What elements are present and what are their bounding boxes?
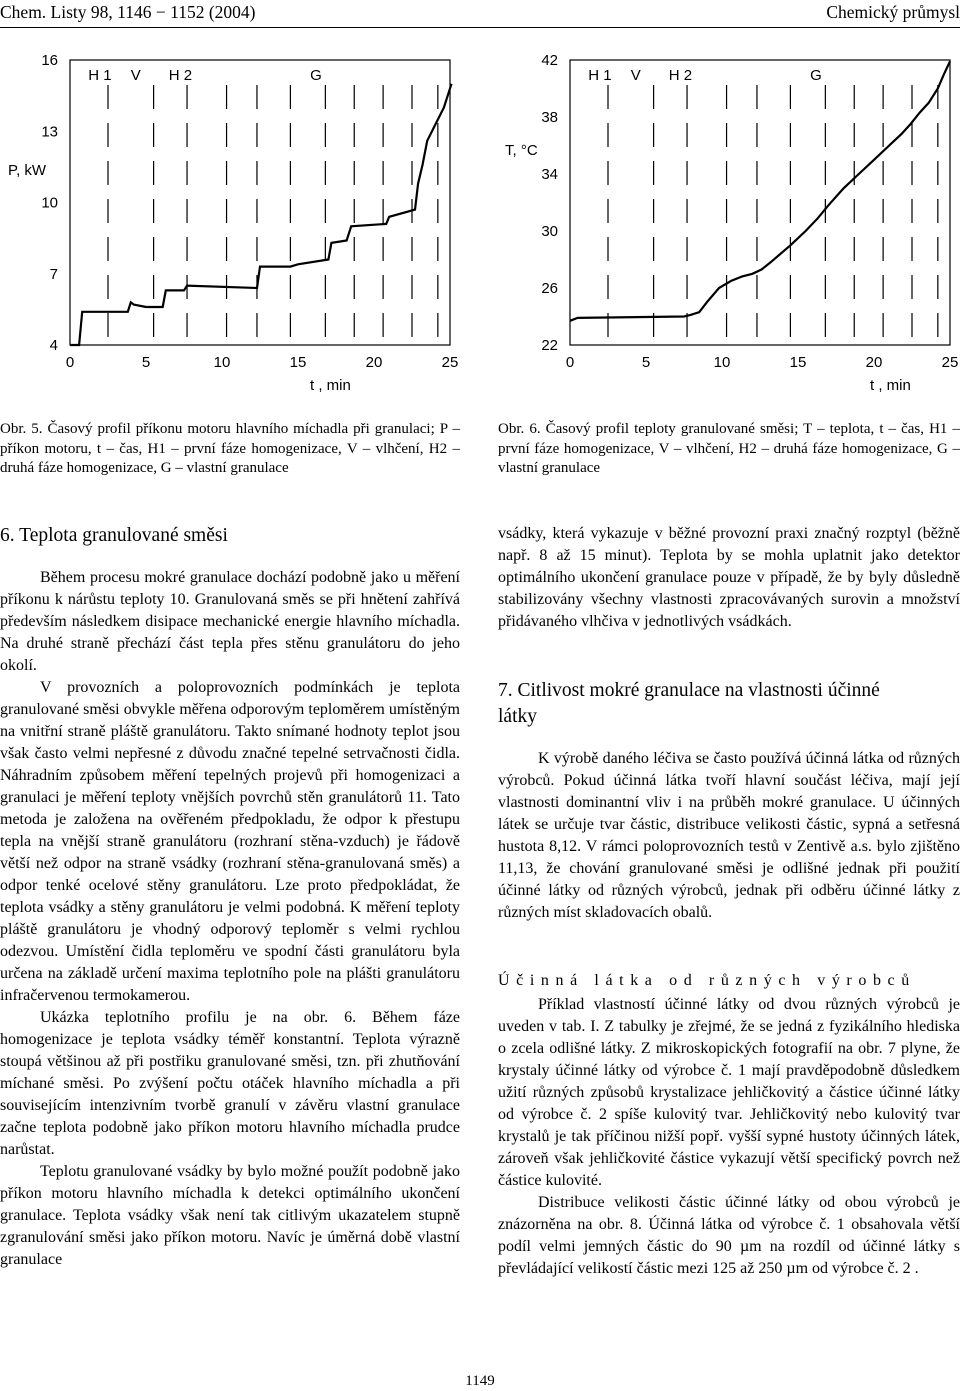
subheading: Účinná látka od různých výrobců (498, 972, 916, 989)
y-tick-label: 16 (41, 52, 58, 69)
series-line (570, 61, 950, 320)
phase-label: V (630, 67, 641, 84)
y-tick-label: 30 (541, 223, 558, 240)
y-tick-label: 42 (541, 52, 558, 69)
section-header: Chemický průmysl (826, 2, 960, 22)
x-tick-label: 0 (65, 354, 75, 371)
x-tick-label: 5 (641, 354, 651, 371)
paragraph: V provozních a poloprovozních podmínkách je teplota granulované směsi obvykle měřena odporovým teploměrem umístěným na vnitřní straně pláště granulátoru. Takto snímané hodnoty teplot jsou však často velmi nepřesné z důvodu značné tepelné setrvačnosti čidla. Náhradním způsobem měření tepelných projevů při homogenizaci a granulaci je měření teploty vnějších povrchů stěn granulátorů 11. Tato metoda je založena na ověřeném předpokladu, že odpor k přestupu tepla na vnější straně granulátoru (rozhraní stěna-vzduch) je řádově větší než odpor na straně vsádky (rozhraní stěna-granulovaná směs) a odpor tenké ocelové stěny granulátoru. Lze proto předpokládat, že teplota vsádky a stěny granulátoru je velmi podobná. K měření teploty pláště granulátoru je vhodný odporový teploměr s velmi rychlou odezvou. Umístění čidla teploměru ve spodní části granulátoru byla určena na základě určení maxima teplotního pole na plášti granulátoru infračervenou termokamerou. (0, 679, 460, 1004)
figure-5-chart (0, 40, 470, 400)
y-axis-label: T, °C (505, 142, 538, 159)
paragraph: vsádky, která vykazuje v běžné provozní praxi značný rozptyl (běžně např. 8 až 15 minut). Teplota by se mohla uplatnit jako detektor optimálního ukončení granulace pouze v případě, že by byly důsledně stabilizovány všechny vlastnosti zpracovávaných surovin a množství přidávaného vlhčiva v jednotlivých vsádkách. (498, 525, 960, 630)
section-7-heading: 7. Citlivost mokré granulace na vlastnosti účinné látky (498, 680, 880, 727)
x-tick-label: 10 (213, 354, 231, 371)
phase-label: H 2 (168, 67, 193, 84)
phase-label: G (310, 67, 322, 84)
x-axis-label: t , min (310, 377, 351, 394)
paragraph: Ukázka teplotního profilu je na obr. 6. Během fáze homogenizace je teplota vsádky téměř konstantní. Teplota výrazně stoupá většinou až při postřiku granulované směsi, tzn. při zhutňování míchané směsi. Po zvýšení počtu otáček hlavního míchadla a při souvisejícím intenzivním tvorbě granulí v závěru vlastní granulace začne teplota podobně jako příkon motoru hlavního míchadla prudce narůstat. (0, 1009, 460, 1158)
header-rule (0, 27, 960, 28)
phase-label: H 2 (668, 67, 693, 84)
x-tick-label: 0 (565, 354, 575, 371)
phase-label: H 1 (88, 67, 112, 84)
x-tick-label: 25 (941, 354, 959, 371)
x-axis-label: t , min (870, 377, 911, 394)
figure-6-chart (500, 40, 960, 400)
y-tick-label: 34 (541, 166, 558, 183)
x-tick-label: 5 (141, 354, 151, 371)
phase-label: V (130, 67, 141, 84)
section-6-heading: 6. Teplota granulované směsi (0, 525, 228, 546)
y-tick-label: 22 (541, 337, 558, 354)
x-tick-label: 15 (789, 354, 807, 371)
y-tick-label: 7 (49, 265, 58, 283)
x-tick-label: 15 (289, 354, 307, 371)
paragraph: Distribuce velikosti částic účinné látky od obou výrobců je znázorněna na obr. 8. Účinná látka od výrobce č. 1 obsahovala větší podíl velmi jemných částic do 90 µm na rozdíl od účinné látky s převládající velikostí částic mezi 125 až 250 µm od výrobce č. 2 . (498, 1194, 960, 1277)
x-tick-label: 20 (865, 354, 883, 371)
journal-header: Chem. Listy 98, 1146 − 1152 (2004) (0, 2, 256, 22)
paragraph: K výrobě daného léčiva se často používá účinná látka od různých výrobců. Pokud účinná látka tvoří hlavní součást léčiva, mají její vlastnosti dominantní vliv i na průběh mokré granulace. U účinných látek se určuje tvar částic, distribuce velikosti částic, sypná a setřesná hustota 8,12. V rámci poloprovozních testů v Zentivě a.s. bylo zjištěno 11,13, že chování granulované směsi je odlišné jednak při použití účinné látky od různých výrobců, jednak při odběru účinné látky z různých míst skladovacích obalů. (498, 750, 960, 921)
x-tick-label: 25 (441, 354, 459, 371)
section-7-text-2 (498, 994, 960, 1280)
y-tick-label: 26 (541, 280, 558, 297)
y-tick-label: 10 (41, 194, 58, 212)
figure-5-caption: Obr. 5. Časový profil příkonu motoru hlavního míchadla při granulaci; P – příkon motoru, t – čas, H1 – první fáze homogenizace, V – vlhčení, H2 – druhá fáze homogenizace, G – vlastní granulace (0, 421, 460, 476)
y-tick-label: 4 (49, 337, 58, 354)
x-tick-label: 20 (365, 354, 383, 371)
figure-6-caption: Obr. 6. Časový profil teploty granulované směsi; T – teplota, t – čas, H1 – první fáze homogenizace, V – vlhčení, H2 – druhá fáze homogenizace, G – vlastní granulace (498, 421, 960, 476)
y-tick-label: 13 (41, 123, 58, 141)
section-7-text (498, 748, 960, 924)
right-column-top (498, 523, 960, 633)
y-tick-label: 38 (541, 109, 558, 126)
paragraph: Teplotu granulované vsádky by bylo možné použít podobně jako příkon motoru hlavního míchadla k detekci optimálního ukončení granulace. Teplota vsádky však není tak citlivým ukazatelem stupně zgranulování směsi jako příkon motoru. Navíc je úměrná době vlastní granulace (0, 1163, 460, 1268)
left-column (0, 567, 460, 1271)
page-number: 1149 (465, 1373, 495, 1389)
y-axis-label: P, kW (8, 162, 47, 179)
paragraph: Během procesu mokré granulace dochází podobně jako u měření příkonu k nárůstu teploty 10. Granulovaná směs se při hnětení zahřívá především následkem disipace mechanické energie hlavního míchadla. Na druhé straně přechází část tepla přes stěnu granulátoru do jeho okolí. (0, 569, 460, 674)
x-tick-label: 10 (713, 354, 731, 371)
paragraph: Příklad vlastností účinné látky od dvou různých výrobců je uveden v tab. I. Z tabulky je zřejmé, že se jedná z fyzikálního hlediska o zcela odlišné látky. Z mikroskopických fotografií na obr. 7 plyne, že krystaly účinné látky od výrobce č. 1 mají pravděpodobně důsledkem užití různých způsobů krystalizace jehličkovitý a částice účinné látky od výrobce č. 2 spíše kulovitý tvar. Jehličkovitý nebo kulovitý tvar krystalů je tak příčinou nižší popř. vyšší sypné hustoty účinných látek, zároveň však jehličkovité částice vykazují větší specifický povrch než částice kulovité. (498, 996, 960, 1189)
phase-label: G (810, 67, 822, 84)
phase-label: H 1 (588, 67, 612, 84)
series-line (70, 84, 452, 345)
